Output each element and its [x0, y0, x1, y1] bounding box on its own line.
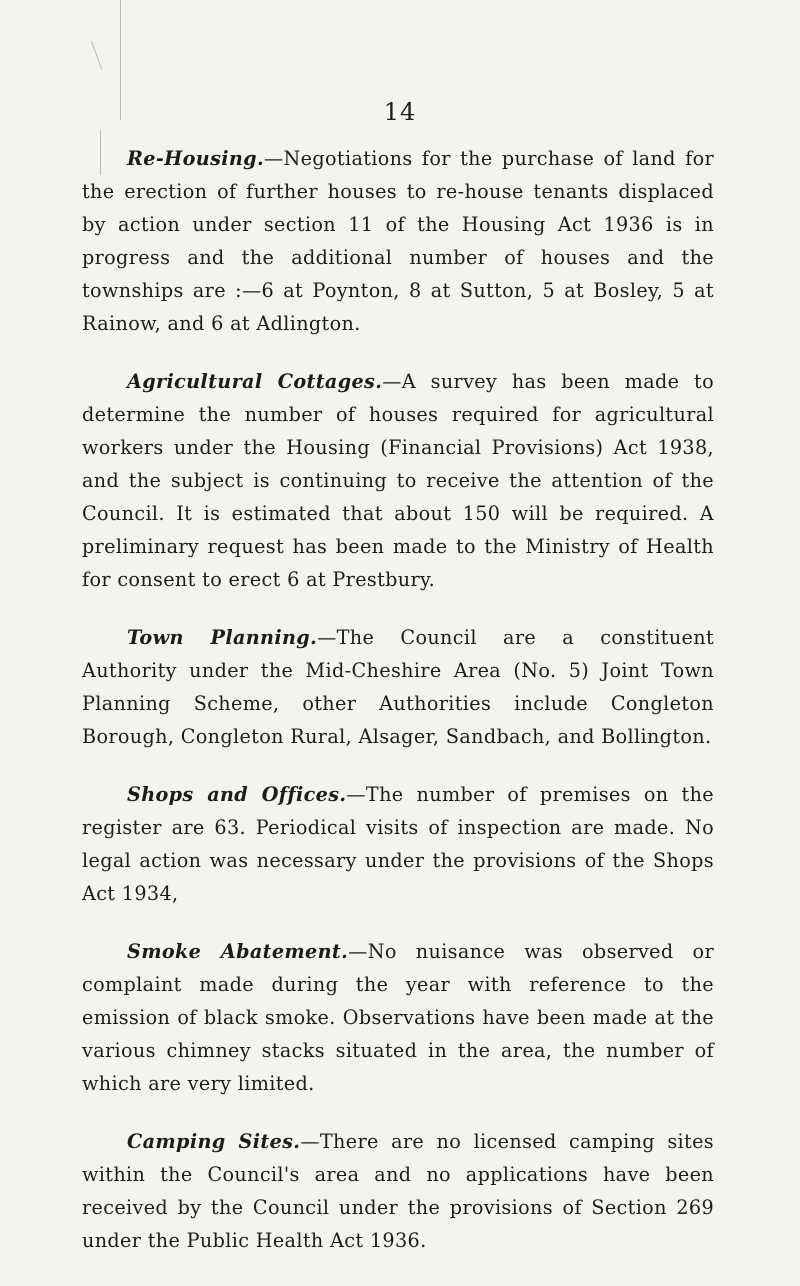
paragraph-shops-and-offices [82, 778, 714, 910]
paragraph-town-planning [82, 621, 714, 753]
section-heading: Town Planning. [127, 626, 318, 649]
paragraph-smoke-abatement [82, 935, 714, 1100]
section-text: —The number of premises on the register are 63. Periodical visits of inspection are made. No legal action was necessary under the provisions of the Shops Act 1934, [82, 783, 715, 905]
paragraph-re-housing [82, 142, 714, 340]
section-text: —There are no licensed camping sites within the Council's area and no applications have been received by the Council under the provisions of Section 269 under the Public Health Act 1936. [82, 1130, 715, 1252]
paragraph-camping-sites [82, 1125, 714, 1257]
section-text: —The Council are a constituent Authority under the Mid-Cheshire Area (No. 5) Joint Town Planning Scheme, other Authorities include Congleton Borough, Congleton Rural, Alsager, Sandbach, and Bollington. [82, 626, 715, 748]
page-number: 14 [383, 98, 417, 126]
section-text: —A survey has been made to determine the number of houses required for agricultural workers under the Housing (Financial Provisions) Act 1938, and the subject is continuing to receive the attention of the Council. It is estimated that about 150 will be required. A preliminary request has been made to the Ministry of Health for consent to erect 6 at Prestbury. [82, 370, 714, 591]
section-heading: Smoke Abatement. [127, 940, 349, 963]
section-text: —No nuisance was observed or complaint made during the year with reference to the emission of black smoke. Observations have been made at the various chimney stacks situated in the area, the number of which are very limited. [82, 940, 714, 1095]
section-heading: Agricultural Cottages. [127, 370, 383, 393]
section-text: —Negotiations for the purchase of land for the erection of further houses to re-house tenants displaced by action under section 11 of the Housing Act 1936 is in progress and the additional number of houses and the townships are :—6 at Poynton, 8 at Sutton, 5 at Bosley, 5 at Rainow, and 6 at Adlington. [82, 147, 714, 335]
section-heading: Re-Housing. [127, 147, 264, 170]
page-body [82, 142, 714, 1282]
scan-mark [91, 41, 102, 70]
section-heading: Shops and Offices. [127, 783, 347, 806]
section-heading: Camping Sites. [127, 1130, 301, 1153]
paragraph-agricultural-cottages [82, 365, 714, 596]
